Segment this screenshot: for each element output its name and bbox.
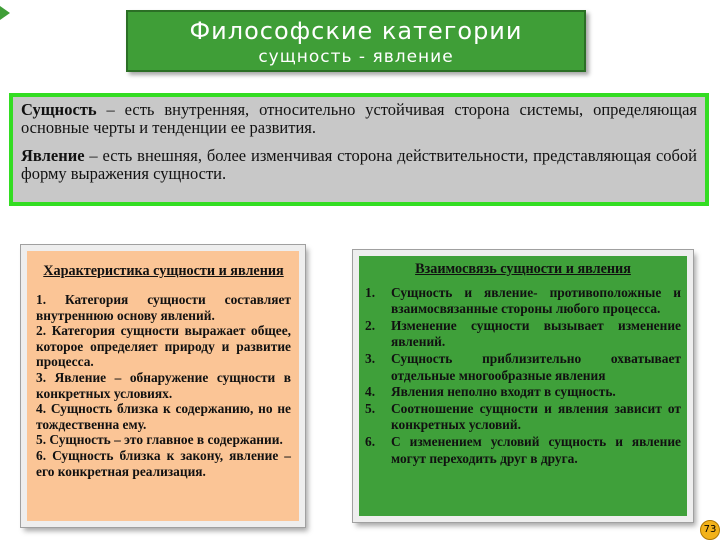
definition-phenomenon: [21, 147, 697, 183]
characteristics-card: [21, 245, 305, 527]
item-text: Изменение сущности вызывает изменение явлений.: [391, 317, 681, 350]
page-title: Философские категории: [189, 17, 523, 45]
definition-text: – есть внутренняя, относительно устойчивая сторона системы, определяющая основные черты и тенденции ее развития.: [21, 100, 697, 137]
item-text: Сущность и явление- противоположные и взаимосвязанные стороны любого процесса.: [391, 284, 681, 317]
list-item: 6. Сущность близка к закону, явление – его конкретная реализация.: [36, 447, 291, 479]
relationship-card: [353, 250, 693, 522]
item-number: 4.: [365, 384, 376, 400]
definition-essence: [21, 101, 697, 137]
item-text: Соотношение сущности и явления зависит от конкретных условий.: [391, 400, 681, 433]
item-text: С изменением условий сущность и явление могут переходить друг в друга.: [391, 433, 681, 466]
item-number: 5.: [365, 400, 376, 416]
item-number: 3.: [365, 350, 376, 366]
list-item: 3. Явление – обнаружение сущности в конкретных условиях.: [36, 369, 291, 401]
list-item: [365, 401, 681, 434]
list-item: [365, 351, 681, 384]
item-number: 1.: [365, 284, 376, 300]
page-number-badge: 73: [700, 520, 720, 540]
item-number: 2.: [365, 317, 376, 333]
list-item: 5. Сущность – это главное в содержании.: [36, 432, 283, 448]
list-item: [365, 384, 681, 401]
page-subtitle: сущность - явление: [258, 47, 454, 67]
list-item: [365, 285, 681, 318]
card-title: Характеристика сущности и явления: [43, 263, 284, 279]
list-item: [365, 318, 681, 351]
definitions-panel: [9, 93, 709, 206]
item-text: Сущность приблизительно охватывает отдельные многообразные явления: [391, 350, 681, 383]
definition-text: – есть внешняя, более изменчивая сторона действительности, представляющая собой форму выражения сущности.: [21, 146, 697, 183]
list-item: 2. Категория сущности выражает общее, которое определяет природу и развитие процесса.: [36, 323, 291, 370]
item-number: 6.: [365, 433, 376, 449]
list-item: [365, 434, 681, 467]
definition-term: Сущность: [21, 100, 97, 119]
list-item: 4. Сущность близка к содержанию, но не тождественна ему.: [36, 401, 291, 432]
slide-arrow-marker: [0, 6, 10, 20]
title-banner: [126, 10, 586, 72]
list-item: 1. Категория сущности составляет внутреннюю основу явлений.: [36, 292, 291, 323]
item-text: Явления неполно входят в сущность.: [391, 384, 616, 400]
card-title: Взаимосвязь сущности и явления: [415, 261, 631, 277]
definition-term: Явление: [21, 146, 85, 165]
